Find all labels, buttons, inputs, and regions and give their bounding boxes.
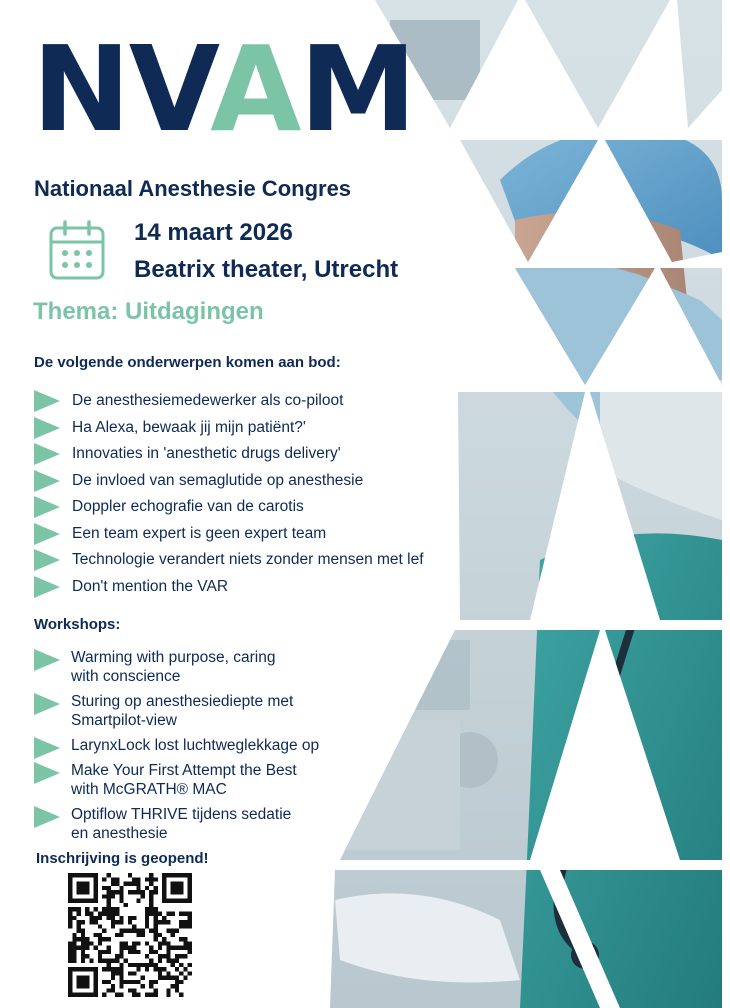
workshops-list bbox=[34, 648, 371, 849]
workshop-line-2: Smartpilot-view bbox=[71, 712, 177, 729]
topics-heading: De volgende onderwerpen komen aan bod: bbox=[34, 354, 341, 371]
workshop-line-1: LarynxLock lost luchtweglekkage op bbox=[71, 737, 320, 754]
triangle-bullet-icon bbox=[34, 470, 60, 492]
topic-text: Doppler echografie van de carotis bbox=[72, 498, 304, 515]
triangle-bullet-icon bbox=[34, 523, 60, 545]
triangle-bullet-icon bbox=[34, 806, 60, 828]
workshop-line-2: with McGRATH® MAC bbox=[71, 781, 227, 798]
event-venue: Beatrix theater, Utrecht bbox=[134, 256, 399, 283]
qr-code[interactable] bbox=[68, 873, 192, 997]
workshop-line-1: Warming with purpose, caring bbox=[71, 649, 276, 666]
list-item bbox=[34, 805, 371, 843]
triangle-bullet-icon bbox=[34, 549, 60, 571]
list-item bbox=[34, 761, 371, 799]
event-date: 14 maart 2026 bbox=[134, 219, 293, 246]
triangle-bullet-icon bbox=[34, 649, 60, 671]
triangle-bullet-icon bbox=[34, 390, 60, 412]
nvam-logo bbox=[32, 20, 415, 158]
workshop-line-1: Optiflow THRIVE tijdens sedatie bbox=[71, 806, 292, 823]
topics-list bbox=[34, 388, 424, 600]
list-item bbox=[34, 574, 424, 601]
workshop-line-2: with conscience bbox=[71, 668, 181, 685]
list-item bbox=[34, 692, 371, 730]
list-item bbox=[34, 494, 424, 521]
list-item bbox=[34, 415, 424, 442]
logo-accent: A bbox=[210, 20, 300, 158]
triangle-bullet-icon bbox=[34, 576, 60, 598]
list-item bbox=[34, 648, 371, 686]
list-item bbox=[34, 441, 424, 468]
topic-text: Innovaties in 'anesthetic drugs delivery' bbox=[72, 445, 341, 462]
list-item bbox=[34, 521, 424, 548]
workshops-heading: Workshops: bbox=[34, 616, 121, 633]
signup-text: Inschrijving is geopend! bbox=[36, 850, 209, 867]
topic-text: De anesthesiemedewerker als co-piloot bbox=[72, 392, 344, 409]
triangle-bullet-icon bbox=[34, 693, 60, 715]
triangle-bullet-icon bbox=[34, 762, 60, 784]
calendar-icon bbox=[48, 220, 106, 282]
topic-text: Don't mention the VAR bbox=[72, 577, 229, 595]
topic-text: De invloed van semaglutide op anesthesie bbox=[72, 471, 364, 489]
list-item bbox=[34, 468, 424, 495]
workshop-line-1: Make Your First Attempt the Best bbox=[71, 762, 297, 779]
topic-text: Een team expert is geen expert team bbox=[72, 524, 327, 542]
workshop-line-2: en anesthesie bbox=[71, 825, 168, 842]
congress-theme: Thema: Uitdagingen bbox=[33, 298, 264, 325]
logo-prefix: NV bbox=[32, 20, 211, 158]
triangle-bullet-icon bbox=[34, 496, 60, 518]
topic-text: Technologie verandert niets zonder mensen met lef bbox=[72, 551, 424, 568]
list-item bbox=[34, 547, 424, 574]
list-item bbox=[34, 388, 424, 415]
topic-text: Ha Alexa, bewaak jij mijn patiënt?' bbox=[72, 418, 306, 436]
workshop-line-1: Sturing op anesthesiediepte met bbox=[71, 693, 294, 710]
congress-title: Nationaal Anesthesie Congres bbox=[34, 176, 352, 201]
list-item bbox=[34, 736, 371, 755]
triangle-bullet-icon bbox=[34, 443, 60, 465]
triangle-bullet-icon bbox=[34, 417, 60, 439]
logo-suffix: M bbox=[299, 20, 415, 158]
triangle-bullet-icon bbox=[34, 737, 60, 759]
